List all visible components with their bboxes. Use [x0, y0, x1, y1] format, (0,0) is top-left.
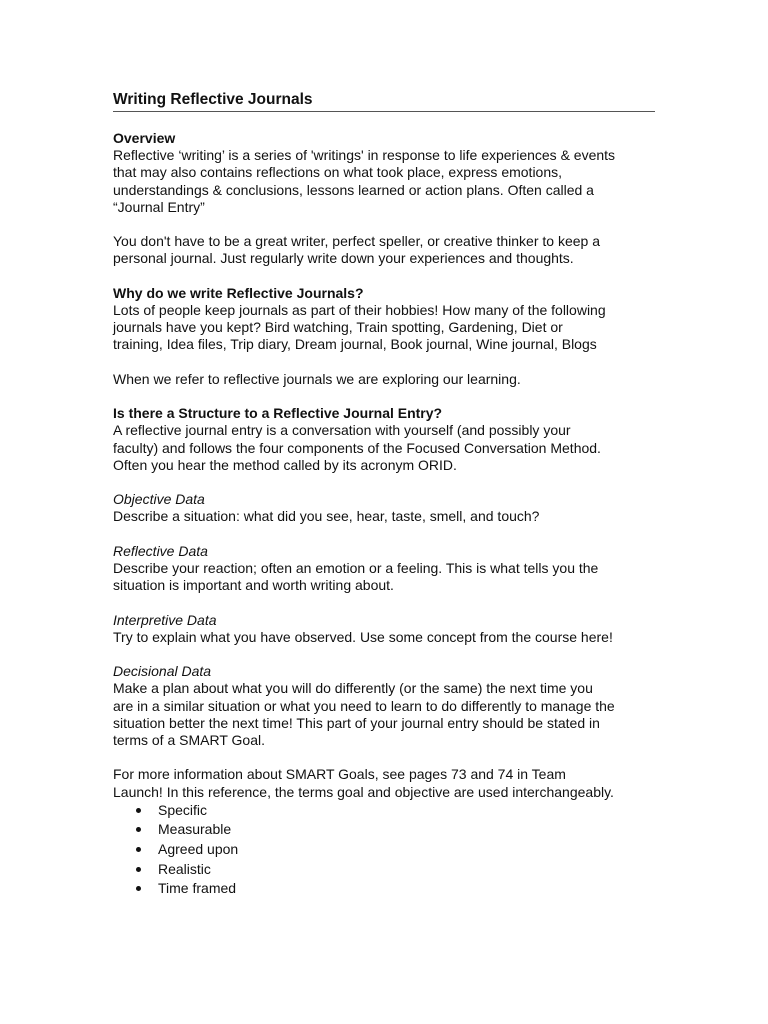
decisional-data-line: Make a plan about what you will do differently (or the same) the next time you: [113, 680, 593, 697]
paragraph-spacer: [113, 268, 658, 285]
overview-para1-line: “Journal Entry”: [113, 198, 205, 215]
reflective-data-line: situation is important and worth writing about.: [113, 577, 394, 594]
overview-para1-line: understandings & conclusions, lessons learned or action plans. Often called a: [113, 181, 594, 198]
reflective-data-line: Describe your reaction; often an emotion or a feeling. This is what tells you the: [113, 559, 599, 576]
why-para1-line: Lots of people keep journals as part of their hobbies! How many of the following: [113, 302, 606, 318]
smart-item-label: Specific: [158, 801, 208, 818]
why-heading: Why do we write Reflective Journals?: [113, 284, 364, 301]
decisional-data-line: are in a similar situation or what you need to learn to do differently to manage the: [113, 697, 615, 714]
interpretive-data-heading: Interpretive Data: [113, 611, 217, 628]
why-para2-line: When we refer to reflective journals we are exploring our learning.: [113, 370, 521, 387]
decisional-data-line: situation better the next time! This part of your journal entry should be stated in: [113, 714, 600, 731]
bullet-icon: [136, 886, 141, 891]
smart-item-label: Time framed: [158, 880, 237, 897]
paragraph-spacer: [113, 526, 658, 543]
paragraph-spacer: [113, 646, 658, 663]
reflective-data-heading: Reflective Data: [113, 542, 208, 559]
overview-para2-line: You don't have to be a great writer, perfect speller, or creative thinker to keep a: [113, 233, 600, 250]
list-item: [113, 860, 658, 880]
overview-heading: Overview: [113, 130, 176, 146]
interpretive-data-line: Try to explain what you have observed. Use some concept from the course here!: [113, 628, 613, 645]
bullet-icon: [136, 867, 141, 872]
objective-data-heading: Objective Data: [113, 491, 205, 508]
paragraph-spacer: [113, 474, 658, 491]
list-item: [113, 801, 658, 821]
bullet-icon: [136, 808, 141, 813]
decisional-data-heading: Decisional Data: [113, 663, 212, 680]
paragraph-spacer: [113, 388, 658, 405]
overview-para2-line: personal journal. Just regularly write down your experiences and thoughts.: [113, 250, 574, 267]
list-item: [113, 879, 658, 899]
structure-para1-line: faculty) and follows the four components of the Focused Conversation Method.: [113, 439, 601, 456]
why-para1-line: training, Idea files, Trip diary, Dream journal, Book journal, Wine journal, Blogs: [113, 336, 597, 353]
objective-data-line: Describe a situation: what did you see, hear, taste, smell, and touch?: [113, 508, 540, 525]
smart-item-label: Agreed upon: [158, 840, 239, 857]
smart-info-line: Launch! In this reference, the terms goal and objective are used interchangeably.: [113, 783, 614, 800]
list-item: [113, 840, 658, 860]
structure-para1-line: A reflective journal entry is a conversation with yourself (and possibly your: [113, 422, 571, 439]
smart-item-label: Measurable: [158, 821, 232, 838]
smart-item-label: Realistic: [158, 860, 211, 877]
smart-info-line: For more information about SMART Goals, see pages 73 and 74 in Team: [113, 766, 566, 783]
overview-para1-line: Reflective ‘writing’ is a series of 'writings' in response to life experiences & events: [113, 147, 616, 164]
structure-para1-line: Often you hear the method called by its acronym ORID.: [113, 456, 457, 473]
paragraph-spacer: [113, 749, 658, 766]
decisional-data-line: terms of a SMART Goal.: [113, 731, 265, 748]
list-item: [113, 820, 658, 840]
why-para1-line: journals have you kept? Bird watching, Train spotting, Gardening, Diet or: [113, 319, 563, 336]
overview-para1-line: that may also contains reflections on what took place, express emotions,: [113, 164, 563, 181]
structure-heading: Is there a Structure to a Reflective Journal Entry?: [113, 405, 443, 422]
paragraph-spacer: [113, 216, 658, 233]
paragraph-spacer: [113, 594, 658, 611]
bullet-icon: [136, 847, 141, 852]
bullet-icon: [136, 827, 141, 832]
document-title: Writing Reflective Journals: [113, 90, 655, 112]
document-page: [113, 90, 658, 899]
paragraph-spacer: [113, 354, 658, 371]
smart-goal-list: [113, 801, 658, 899]
